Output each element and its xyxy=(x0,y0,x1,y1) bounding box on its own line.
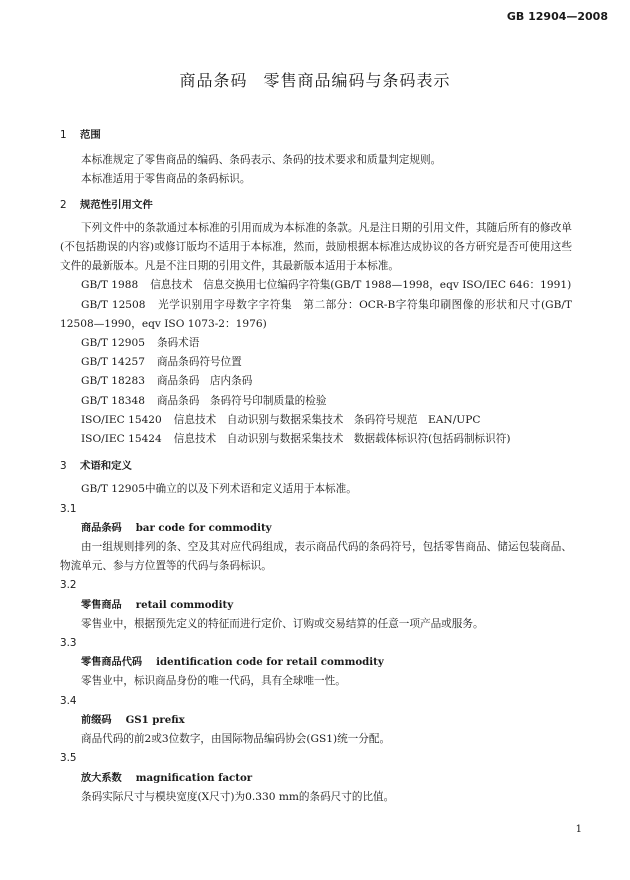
term-number: 3.4 xyxy=(60,694,77,707)
reference-code: GB/T 14257 xyxy=(81,356,145,369)
term-number: 3.5 xyxy=(60,752,77,765)
document-body xyxy=(60,126,572,807)
standard-code: GB 12904—2008 xyxy=(506,10,608,23)
section-title: 范围 xyxy=(80,129,101,141)
title-part2: 零售商品编码与条码表示 xyxy=(263,71,451,90)
term-cn: 零售商品 xyxy=(81,599,122,611)
reference-code: ISO/IEC 15424 xyxy=(81,433,162,446)
reference-title: 商品条码 店内条码 xyxy=(156,375,253,388)
section-1-heading xyxy=(60,126,572,145)
reference-item xyxy=(60,296,572,334)
reference-code: ISO/IEC 15420 xyxy=(81,413,162,426)
reference-title: 商品条码 条码符号印制质量的检验 xyxy=(156,394,327,407)
paragraph: 本标准适用于零售商品的条码标识。 xyxy=(81,173,251,186)
section-number: 3 xyxy=(60,460,67,473)
reference-title: 光学识别用字母数字字符集 第二部分：OCR-B字符集印刷图像的形状和尺寸(GB/T 12508—1990，eqv ISO 1073-2：1976) xyxy=(60,298,572,330)
reference-title: 商品条码符号位置 xyxy=(156,356,242,369)
term-number: 3.2 xyxy=(60,579,77,592)
section-title: 术语和定义 xyxy=(80,460,132,473)
reference-title: 条码术语 xyxy=(156,337,200,350)
term-heading xyxy=(60,769,572,788)
term-cn: 商品条码 xyxy=(81,522,122,534)
term-heading xyxy=(60,711,572,730)
term-en: retail commodity xyxy=(135,598,234,611)
reference-code: GB/T 12905 xyxy=(81,337,145,350)
reference-item xyxy=(60,411,572,430)
reference-code: GB/T 18283 xyxy=(81,375,145,388)
reference-title: 信息技术 自动识别与数据采集技术 条码符号规范 EAN/UPC xyxy=(173,413,481,426)
reference-code: GB/T 18348 xyxy=(81,394,145,407)
reference-item xyxy=(60,353,572,372)
term-en: magnification factor xyxy=(135,771,253,784)
reference-item xyxy=(60,276,572,295)
term-definition: 商品代码的前2或3位数字，由国际物品编码协会(GS1)统一分配。 xyxy=(81,733,391,746)
term-heading xyxy=(60,519,572,538)
term-cn: 前缀码 xyxy=(81,714,112,726)
reference-item xyxy=(60,392,572,411)
reference-item xyxy=(60,334,572,353)
term-en: bar code for commodity xyxy=(135,521,272,534)
reference-item xyxy=(60,430,572,449)
section-title: 规范性引用文件 xyxy=(80,198,153,211)
term-en: GS1 prefix xyxy=(125,713,185,726)
section-number: 1 xyxy=(60,129,67,141)
term-number: 3.1 xyxy=(60,502,77,515)
page-title xyxy=(0,68,630,91)
paragraph: GB/T 12905中确立的以及下列术语和定义适用于本标准。 xyxy=(81,483,357,496)
term-number: 3.3 xyxy=(60,637,77,650)
reference-item xyxy=(60,372,572,391)
section-3-heading xyxy=(60,457,572,476)
reference-title: 信息技术 自动识别与数据采集技术 数据载体标识符(包括码制标识符) xyxy=(173,433,511,446)
paragraph: 本标准规定了零售商品的编码、条码表示、条码的技术要求和质量判定规则。 xyxy=(81,154,442,167)
term-definition: 由一组规则排列的条、空及其对应代码组成，表示商品代码的条码符号，包括零售商品、储运包装商品、物流单元、参与方位置等的代码与条码标识。 xyxy=(60,541,572,573)
term-cn: 零售商品代码 xyxy=(81,657,143,669)
title-part1: 商品条码 xyxy=(179,71,248,90)
term-heading xyxy=(60,653,572,672)
paragraph: 下列文件中的条款通过本标准的引用而成为本标准的条款。凡是注日期的引用文件，其随后所有的修改单(不包括勘误的内容)或修订版均不适用于本标准，然而，鼓励根据本标准达成协议的各方研究是否可使用这些文件的最新版本。凡是不注日期的引用文件，其最新版本适用于本标准。 xyxy=(60,221,572,273)
section-number: 2 xyxy=(60,198,67,211)
term-definition: 零售业中，根据预先定义的特征而进行定价、订购或交易结算的任意一项产品或服务。 xyxy=(81,617,484,630)
reference-code: GB/T 12508 xyxy=(81,298,146,311)
reference-title: 信息技术 信息交换用七位编码字符集(GB/T 1988—1998，eqv ISO/IEC 646：1991) xyxy=(150,279,572,292)
term-en: identification code for retail commodity xyxy=(156,656,384,669)
term-definition: 零售业中，标识商品身份的唯一代码，具有全球唯一性。 xyxy=(81,675,346,688)
reference-code: GB/T 1988 xyxy=(81,279,139,292)
term-cn: 放大系数 xyxy=(81,772,122,784)
section-2-heading xyxy=(60,196,572,215)
term-definition: 条码实际尺寸与模块宽度(X尺寸)为0.330 mm的条码尺寸的比值。 xyxy=(81,790,395,803)
term-heading xyxy=(60,596,572,615)
page-number: 1 xyxy=(575,824,582,835)
